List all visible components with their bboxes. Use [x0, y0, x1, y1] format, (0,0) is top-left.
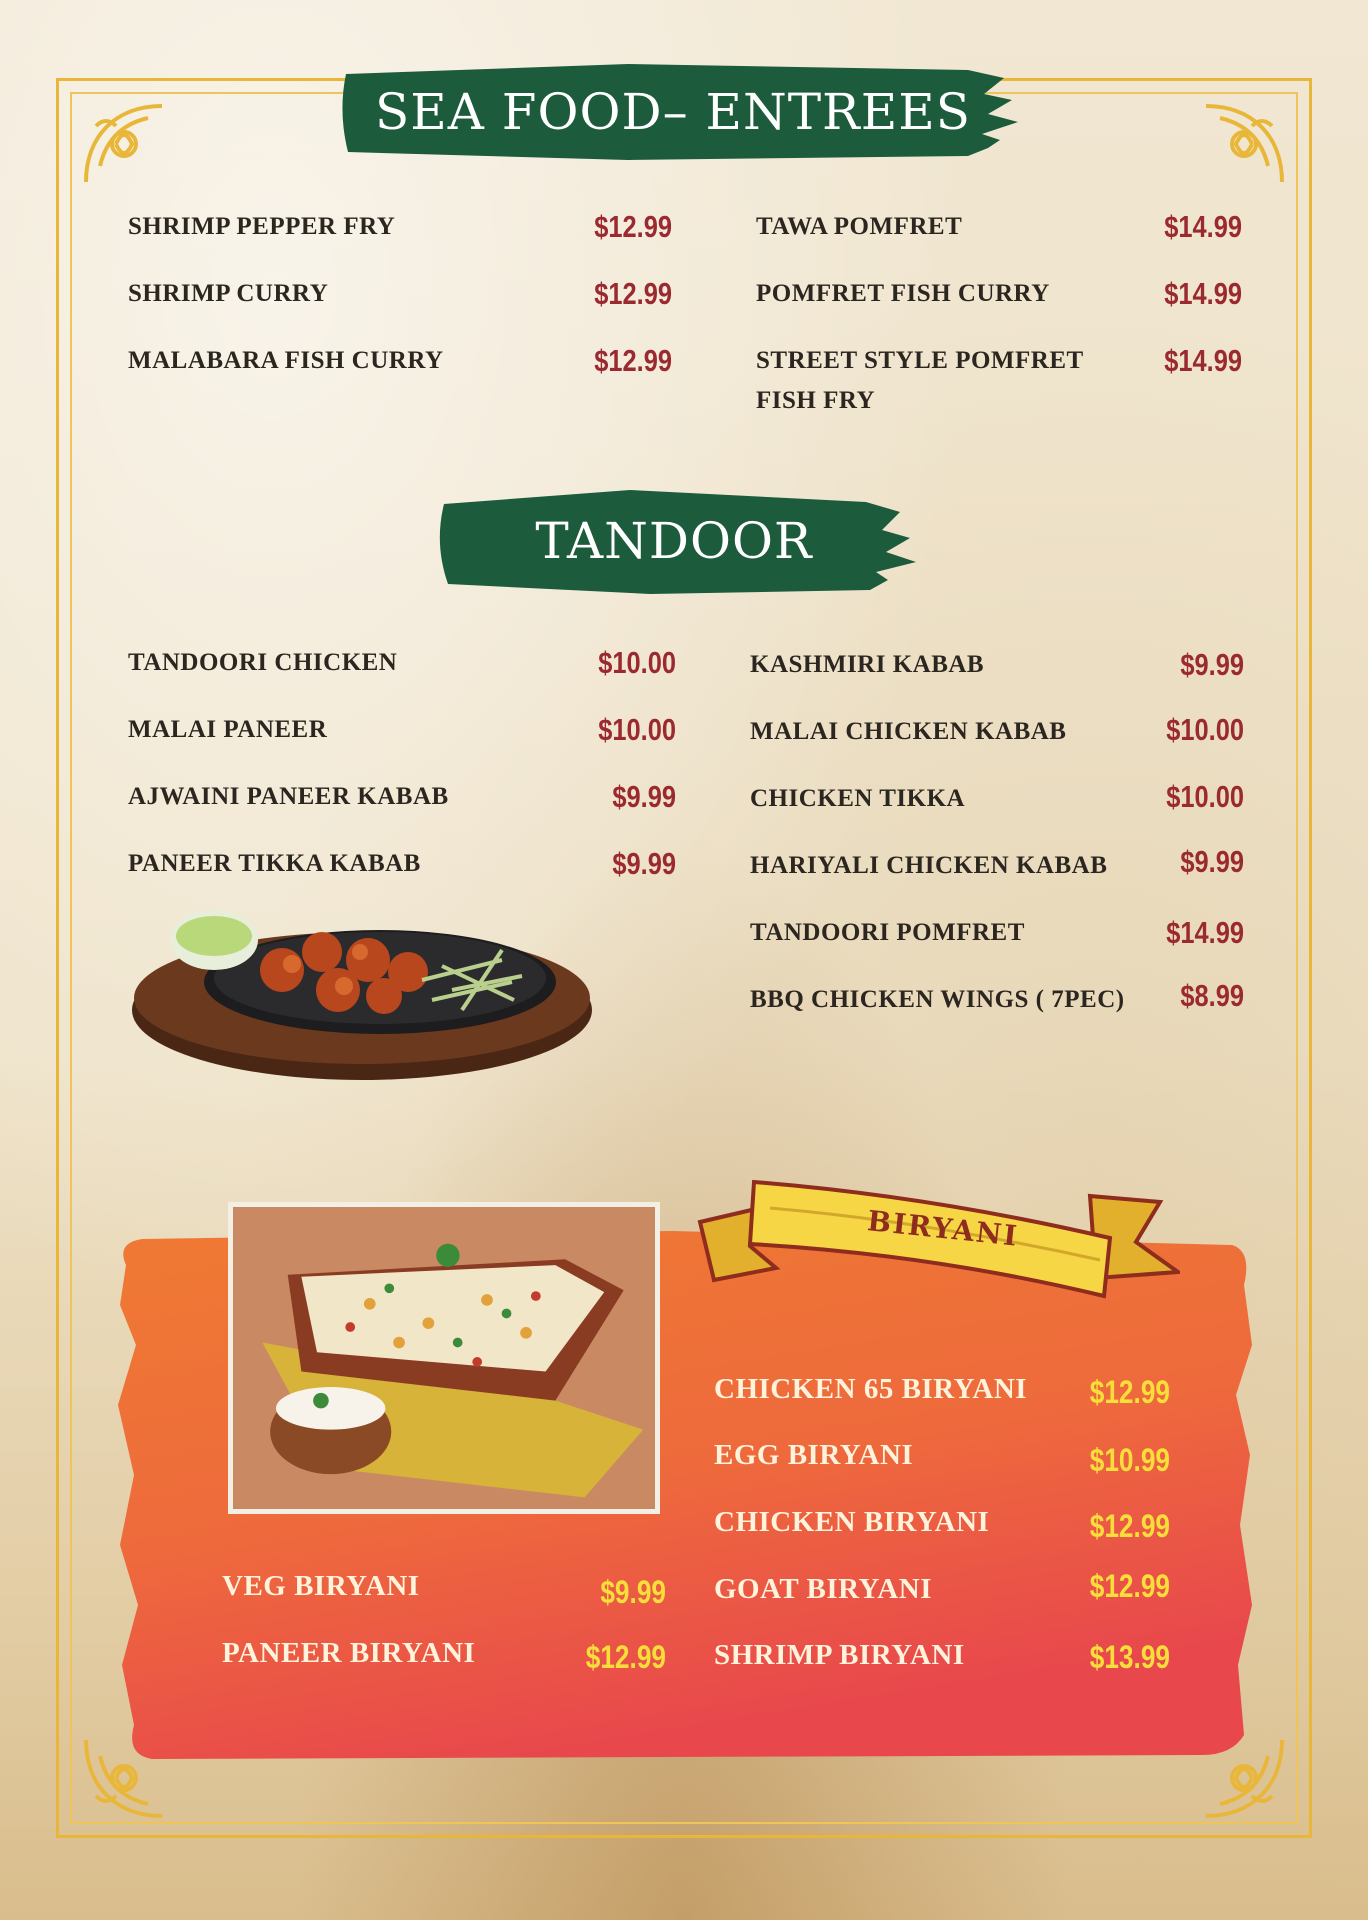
tandoor-section-title: TANDOOR — [535, 512, 813, 570]
menu-item-price: $10.00 — [598, 712, 676, 747]
menu-item-price: $12.99 — [594, 276, 672, 311]
tandoor-dish-image — [122, 890, 592, 1090]
menu-item-price: $9.99 — [1180, 844, 1244, 879]
corner-ornament-icon — [76, 96, 172, 192]
menu-item-price: $14.99 — [1164, 209, 1242, 244]
menu-item-price: $8.99 — [1180, 978, 1244, 1013]
menu-item-name: TANDOORI CHICKEN — [128, 649, 398, 676]
menu-item-price: $12.99 — [594, 209, 672, 244]
menu-item-price: $13.99 — [1089, 1639, 1170, 1675]
seafood-section-banner — [328, 56, 1018, 168]
menu-item-name: HARIYALI CHICKEN KABAB — [750, 852, 1108, 879]
menu-item-name: VEG BIRYANI — [222, 1570, 420, 1602]
menu-item-name: CHICKEN 65 BIRYANI — [714, 1373, 1028, 1405]
menu-item-name: CHICKEN TIKKA — [750, 785, 966, 812]
menu-item-price: $14.99 — [1164, 343, 1242, 378]
menu-item-name: EGG BIRYANI — [714, 1439, 914, 1471]
menu-item-name: SHRIMP BIRYANI — [714, 1639, 965, 1671]
menu-item-name: MALABARA FISH CURRY — [128, 347, 444, 374]
menu-item-price: $10.00 — [1166, 779, 1244, 814]
menu-item-price: $12.99 — [594, 343, 672, 378]
biryani-section-title: BIRYANI — [865, 1204, 1021, 1253]
seafood-section-title: SEA FOOD– ENTREES — [375, 83, 971, 141]
menu-item-price: $12.99 — [585, 1639, 666, 1675]
menu-item-name: PANEER TIKKA KABAB — [128, 850, 421, 877]
menu-item-name: TAWA POMFRET — [756, 213, 963, 240]
menu-item-name: POMFRET FISH CURRY — [756, 280, 1050, 307]
menu-item-name: PANEER BIRYANI — [222, 1637, 476, 1669]
menu-item-name: SHRIMP PEPPER FRY — [128, 213, 396, 240]
menu-item-price: $12.99 — [1089, 1568, 1170, 1604]
menu-item-price: $12.99 — [1089, 1508, 1170, 1544]
menu-item-price: $10.99 — [1089, 1442, 1170, 1478]
menu-item-price: $9.99 — [600, 1574, 666, 1610]
biryani-dish-image — [228, 1202, 660, 1514]
menu-item-name: MALAI PANEER — [128, 716, 328, 743]
menu-item-name: AJWAINI PANEER KABAB — [128, 783, 449, 810]
corner-ornament-icon — [1196, 96, 1292, 192]
menu-item-name: BBQ CHICKEN WINGS ( 7PEC) — [750, 986, 1125, 1013]
menu-item-name: KASHMIRI KABAB — [750, 651, 985, 678]
menu-item-price: $14.99 — [1164, 276, 1242, 311]
menu-item-price: $14.99 — [1166, 915, 1244, 950]
menu-item-name: MALAI CHICKEN KABAB — [750, 718, 1067, 745]
menu-item-name: TANDOORI POMFRET — [750, 919, 1025, 946]
menu-item-name: GOAT BIRYANI — [714, 1573, 932, 1605]
menu-item-price: $9.99 — [612, 846, 676, 881]
menu-item-price: $12.99 — [1089, 1374, 1170, 1410]
menu-item-price: $10.00 — [598, 645, 676, 680]
menu-item-price: $9.99 — [1180, 647, 1244, 682]
menu-item-name: STREET STYLE POMFRET FISH FRY — [756, 347, 1084, 414]
menu-item-name: SHRIMP CURRY — [128, 280, 329, 307]
menu-item-price: $10.00 — [1166, 712, 1244, 747]
menu-item-name: CHICKEN BIRYANI — [714, 1506, 990, 1538]
tandoor-section-banner — [430, 482, 918, 600]
menu-item-price: $9.99 — [612, 779, 676, 814]
